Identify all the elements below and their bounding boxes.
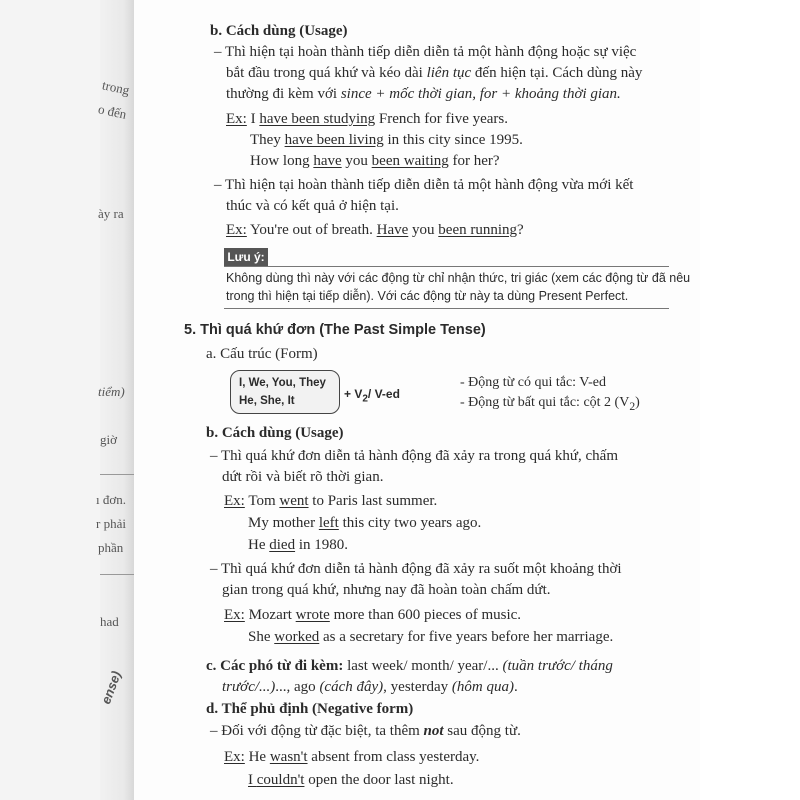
margin-fragment: o đến (96, 101, 128, 122)
example-line: My mother left this city two years ago. (248, 515, 482, 531)
negative-rule: – Đối với động từ đặc biệt, ta thêm not sau động từ. (210, 723, 521, 739)
section-heading: 5. Thì quá khứ đơn (The Past Simple Tense) (184, 322, 486, 338)
usage-bullet-line: dứt rồi và biết rõ thời gian. (222, 469, 384, 485)
margin-fragment: had (100, 614, 119, 629)
example-line: How long have you been waiting for her? (250, 153, 500, 169)
usage-bullet-line: thường đi kèm với since + mốc thời gian, for + khoảng thời gian. (226, 86, 621, 102)
usage-bullet-line: gian trong quá khứ, nhưng nay đã hoàn toàn chấm dứt. (222, 582, 551, 598)
margin-rule (100, 474, 134, 475)
note-rule-bottom (224, 308, 669, 309)
example-line: Ex: I have been studying French for five years. (226, 111, 509, 127)
adverbs-line: c. Các phó từ đi kèm: last week/ month/ year/... (tuần trước/ tháng (206, 658, 613, 674)
margin-fragment: trong (100, 77, 131, 98)
example-line: Ex: He wasn't absent from class yesterday. (224, 749, 480, 765)
example-line: He died in 1980. (248, 537, 348, 553)
negative-heading: d. Thể phủ định (Negative form) (206, 701, 414, 717)
example-line: Ex: Mozart wrote more than 600 pieces of music. (224, 607, 522, 623)
background-left (0, 0, 100, 800)
usage-bullet-line: thúc và có kết quả ở hiện tại. (226, 198, 399, 214)
example-line: They have been living in this city since 1995. (250, 132, 523, 148)
book-page (134, 0, 700, 800)
note-label: Lưu ý: (224, 248, 268, 266)
subject-line: He, She, It (239, 395, 295, 407)
margin-fragment: phần (98, 540, 124, 555)
facing-page-edge (96, 0, 134, 800)
note-text-line: trong thì hiện tại tiếp diễn). Với các động từ này ta dùng Present Perfect. (226, 289, 629, 303)
note-rule-top (224, 266, 669, 267)
usage-bullet-line: – Thì quá khứ đơn diễn tả hành động đã xảy ra trong quá khứ, chấm (210, 448, 618, 464)
example-line: Ex: Tom went to Paris last summer. (224, 493, 438, 509)
verb-formula: + $V_2/$ V-ed (344, 387, 400, 405)
form-heading: a. Cấu trúc (Form) (206, 346, 318, 362)
margin-fragment: ı đơn. (96, 492, 126, 507)
margin-fragment: ense) (98, 668, 124, 707)
margin-fragment: r phải (96, 516, 126, 531)
example-line: I couldn't open the door last night. (248, 772, 454, 788)
background-right (700, 0, 800, 800)
rule-regular: - Động từ có qui tắc: V-ed (460, 375, 607, 390)
note-text-line: Không dùng thì này với các động từ chỉ nhận thức, tri giác (xem các động từ đã nêu (226, 271, 691, 285)
margin-rule (100, 574, 134, 575)
subject-box (230, 370, 340, 414)
margin-fragment: ày ra (98, 206, 124, 221)
usage-heading: b. Cách dùng (Usage) (206, 425, 344, 441)
usage-bullet-line: bắt đầu trong quá khứ và kéo dài liên tục đến hiện tại. Cách dùng này (226, 65, 643, 81)
rule-irregular: - Động từ bất qui tắc: cột 2 $(V_2)$ (460, 395, 640, 413)
usage-bullet-line: – Thì hiện tại hoàn thành tiếp diễn diễn tả một hành động hoặc sự việc (214, 44, 637, 60)
usage-bullet-line: – Thì quá khứ đơn diễn tả hành động đã xảy ra suốt một khoảng thời (210, 561, 622, 577)
margin-fragment: giờ (100, 432, 117, 447)
usage-heading: b. Cách dùng (Usage) (210, 23, 348, 39)
example-line: She worked as a secretary for five years before her marriage. (248, 629, 614, 645)
subject-line: I, We, You, They (239, 377, 326, 389)
adverbs-line: trước/...)..., ago (cách đây), yesterday (hôm qua). (222, 679, 518, 695)
example-line: Ex: You're out of breath. Have you been running? (226, 222, 524, 238)
usage-bullet-line: – Thì hiện tại hoàn thành tiếp diễn diễn tả một hành động vừa mới kết (214, 177, 634, 193)
margin-fragment: tiểm) (98, 384, 125, 399)
